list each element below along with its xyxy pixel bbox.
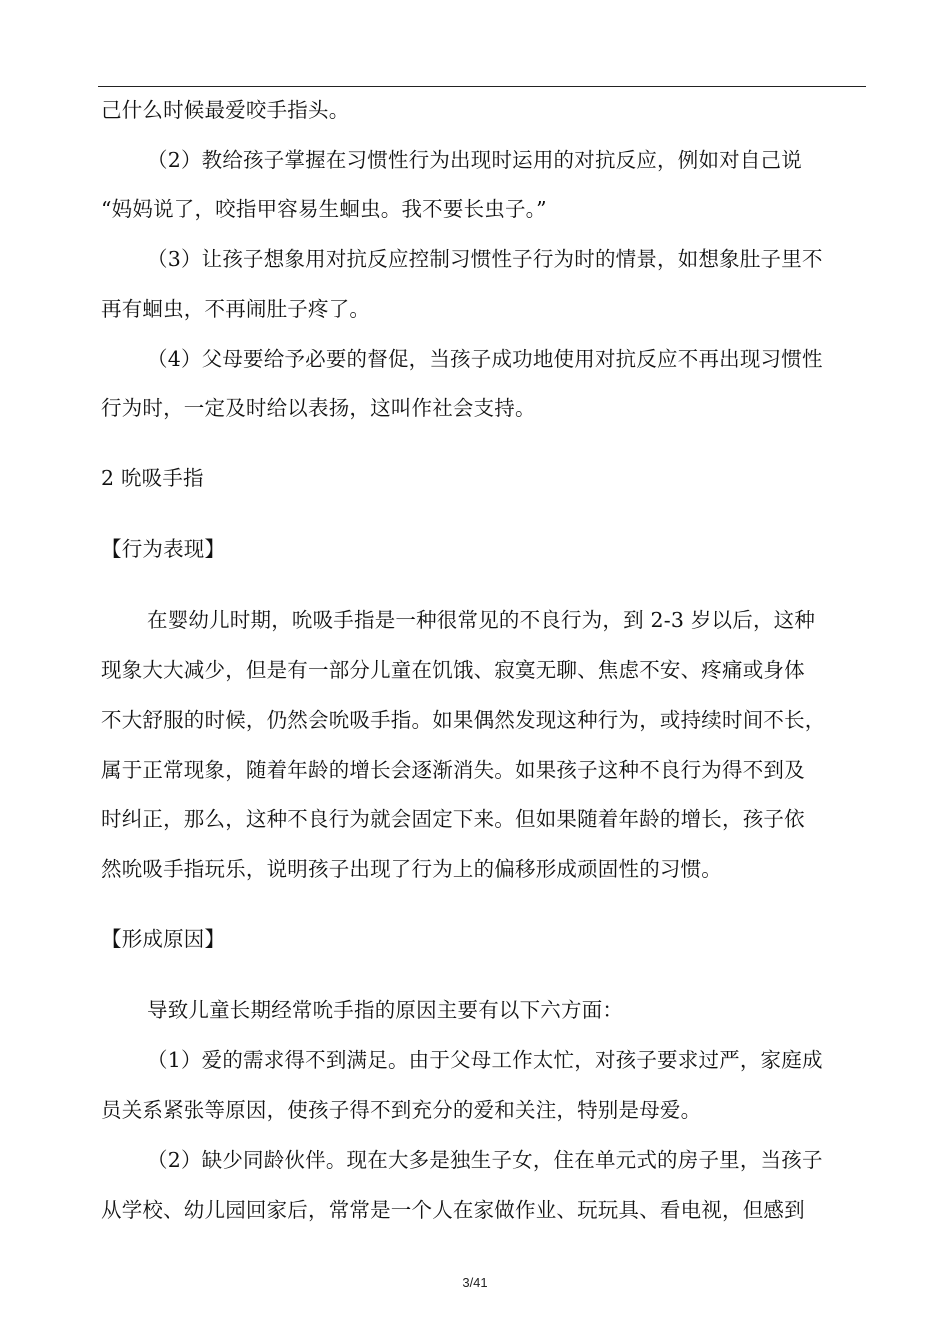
text-line: 员关系紧张等原因，使孩子得不到充分的爱和关注，特别是母爱。: [101, 1098, 702, 1122]
text-line: 行为时，一定及时给以表扬，这叫作社会支持。: [101, 396, 536, 420]
text-line: （2）教给孩子掌握在习惯性行为出现时运用的对抗反应，例如对自己说: [147, 148, 802, 172]
text-line: 属于正常现象，随着年龄的增长会逐渐消失。如果孩子这种不良行为得不到及: [101, 758, 805, 782]
text-line: 从学校、幼儿园回家后，常常是一个人在家做作业、玩玩具、看电视，但感到: [101, 1198, 805, 1222]
text-line: 导致儿童长期经常吮手指的原因主要有以下六方面：: [147, 998, 624, 1022]
subsection-heading: 【行为表现】: [101, 537, 226, 561]
text-line: （2）缺少同龄伙伴。现在大多是独生子女，住在单元式的房子里，当孩子: [147, 1148, 823, 1172]
text-line: 时纠正，那么，这种不良行为就会固定下来。但如果随着年龄的增长，孩子依: [101, 807, 805, 831]
section-heading: 2 吮吸手指: [101, 466, 204, 490]
text-line: 再有蛔虫，不再闹肚子疼了。: [101, 297, 371, 321]
page-number: 3/41: [462, 1275, 488, 1290]
header-rule: [98, 86, 866, 87]
text-line: （1）爱的需求得不到满足。由于父母工作太忙，对孩子要求过严，家庭成: [147, 1048, 823, 1072]
text-line: 己什么时候最爱咬手指头。: [101, 98, 350, 122]
subsection-heading: 【形成原因】: [101, 927, 226, 951]
text-line: 在婴幼儿时期，吮吸手指是一种很常见的不良行为，到 2-3 岁以后，这种: [147, 608, 816, 632]
text-line: 现象大大减少，但是有一部分儿童在饥饿、寂寞无聊、焦虑不安、疼痛或身体: [101, 658, 805, 682]
text-line: （3）让孩子想象用对抗反应控制习惯性子行为时的情景，如想象肚子里不: [147, 247, 823, 271]
text-line: 不大舒服的时候，仍然会吮吸手指。如果偶然发现这种行为，或持续时间不长，: [101, 708, 826, 732]
text-line: （4）父母要给予必要的督促，当孩子成功地使用对抗反应不再出现习惯性: [147, 347, 823, 371]
text-line: 然吮吸手指玩乐，说明孩子出现了行为上的偏移形成顽固性的习惯。: [101, 857, 722, 881]
text-line: “妈妈说了，咬指甲容易生蛔虫。我不要长虫子。”: [101, 197, 547, 221]
